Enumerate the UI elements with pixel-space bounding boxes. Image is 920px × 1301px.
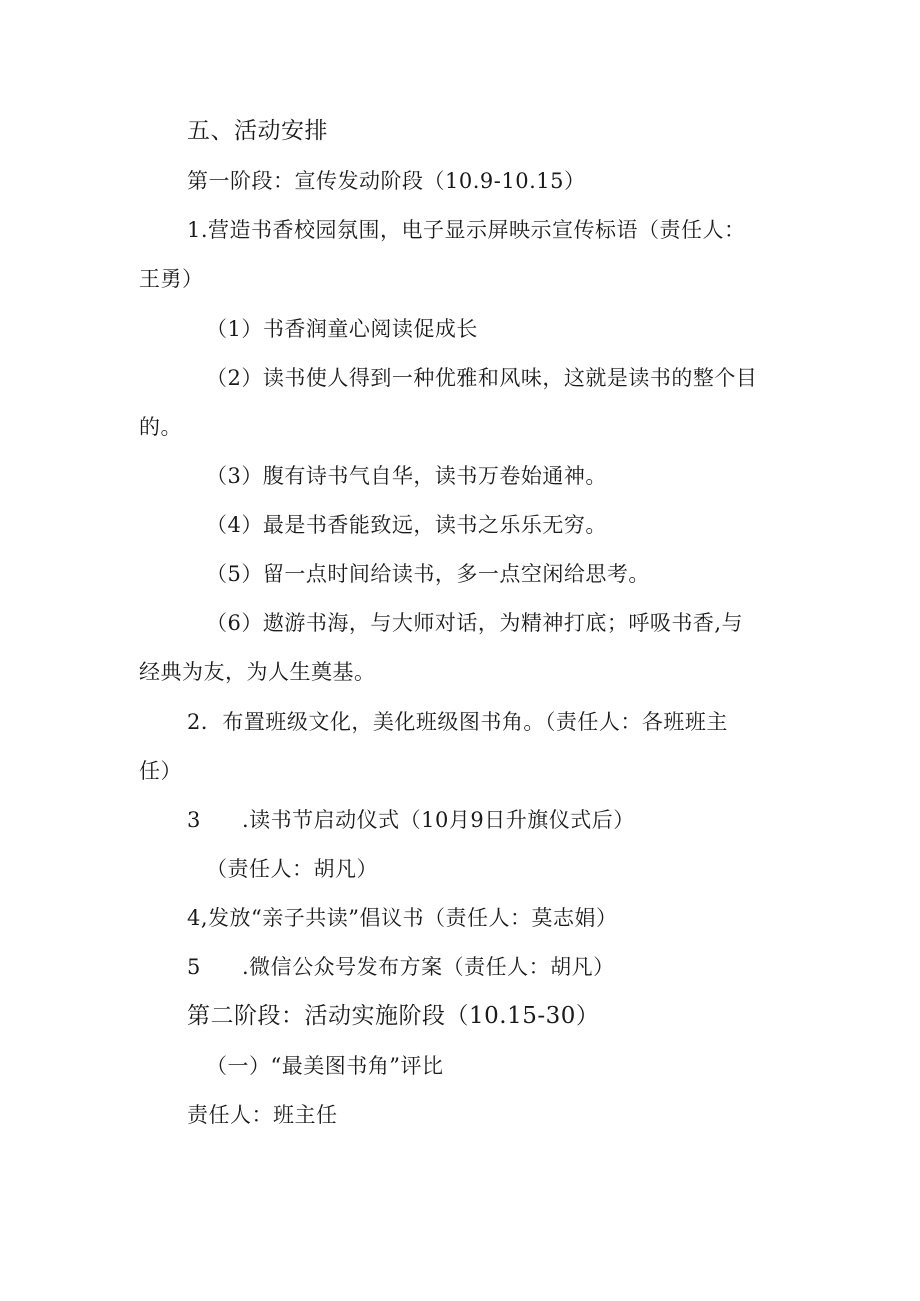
item5-text: .微信公众号发布方案（责任人：胡凡） — [242, 955, 615, 979]
stage1-heading: 第一阶段：宣传发动阶段（10.9-10.15） — [187, 169, 586, 193]
item3-number: 3 — [187, 808, 201, 832]
slogan-2-line2: 的。 — [139, 415, 182, 439]
item3-text: .读书节启动仪式（10月9日升旗仪式后） — [242, 808, 635, 832]
slogan-6-line2: 经典为友，为人生奠基。 — [139, 660, 376, 684]
item2-line1: 2．布置班级文化，美化班级图书角。（责任人：各班班主 — [187, 710, 728, 734]
slogan-2-line1: （2）读书使人得到一种优雅和风味，这就是读书的整个目 — [206, 366, 758, 390]
item5-number: 5 — [187, 955, 201, 979]
item1-line1: 1.营造书香校园氛围，电子显示屏映示宣传标语（责任人： — [187, 218, 746, 242]
stage2-heading: 第二阶段：活动实施阶段（10.15-30） — [187, 1003, 600, 1029]
sub1-title: （一）“最美图书角”评比 — [206, 1054, 444, 1078]
slogan-3: （3）腹有诗书气自华，读书万卷始通神。 — [206, 464, 607, 488]
item3-owner: （责任人：胡凡） — [206, 857, 378, 881]
section-title: 五、活动安排 — [187, 118, 328, 144]
item4: 4,发放“亲子共读”倡议书（责任人：莫志娟） — [187, 906, 618, 930]
slogan-4: （4）最是书香能致远，读书之乐乐无穷。 — [206, 513, 607, 537]
slogan-5: （5）留一点时间给读书，多一点空闲给思考。 — [206, 562, 650, 586]
sub1-owner: 责任人：班主任 — [187, 1103, 338, 1127]
slogan-1: （1）书香润童心阅读促成长 — [206, 317, 478, 341]
item1-line2: 王勇） — [139, 267, 204, 291]
item2-line2: 任） — [139, 759, 182, 783]
slogan-6-line1: （6）遨游书海，与大师对话，为精神打底；呼吸书香,与 — [206, 611, 744, 635]
